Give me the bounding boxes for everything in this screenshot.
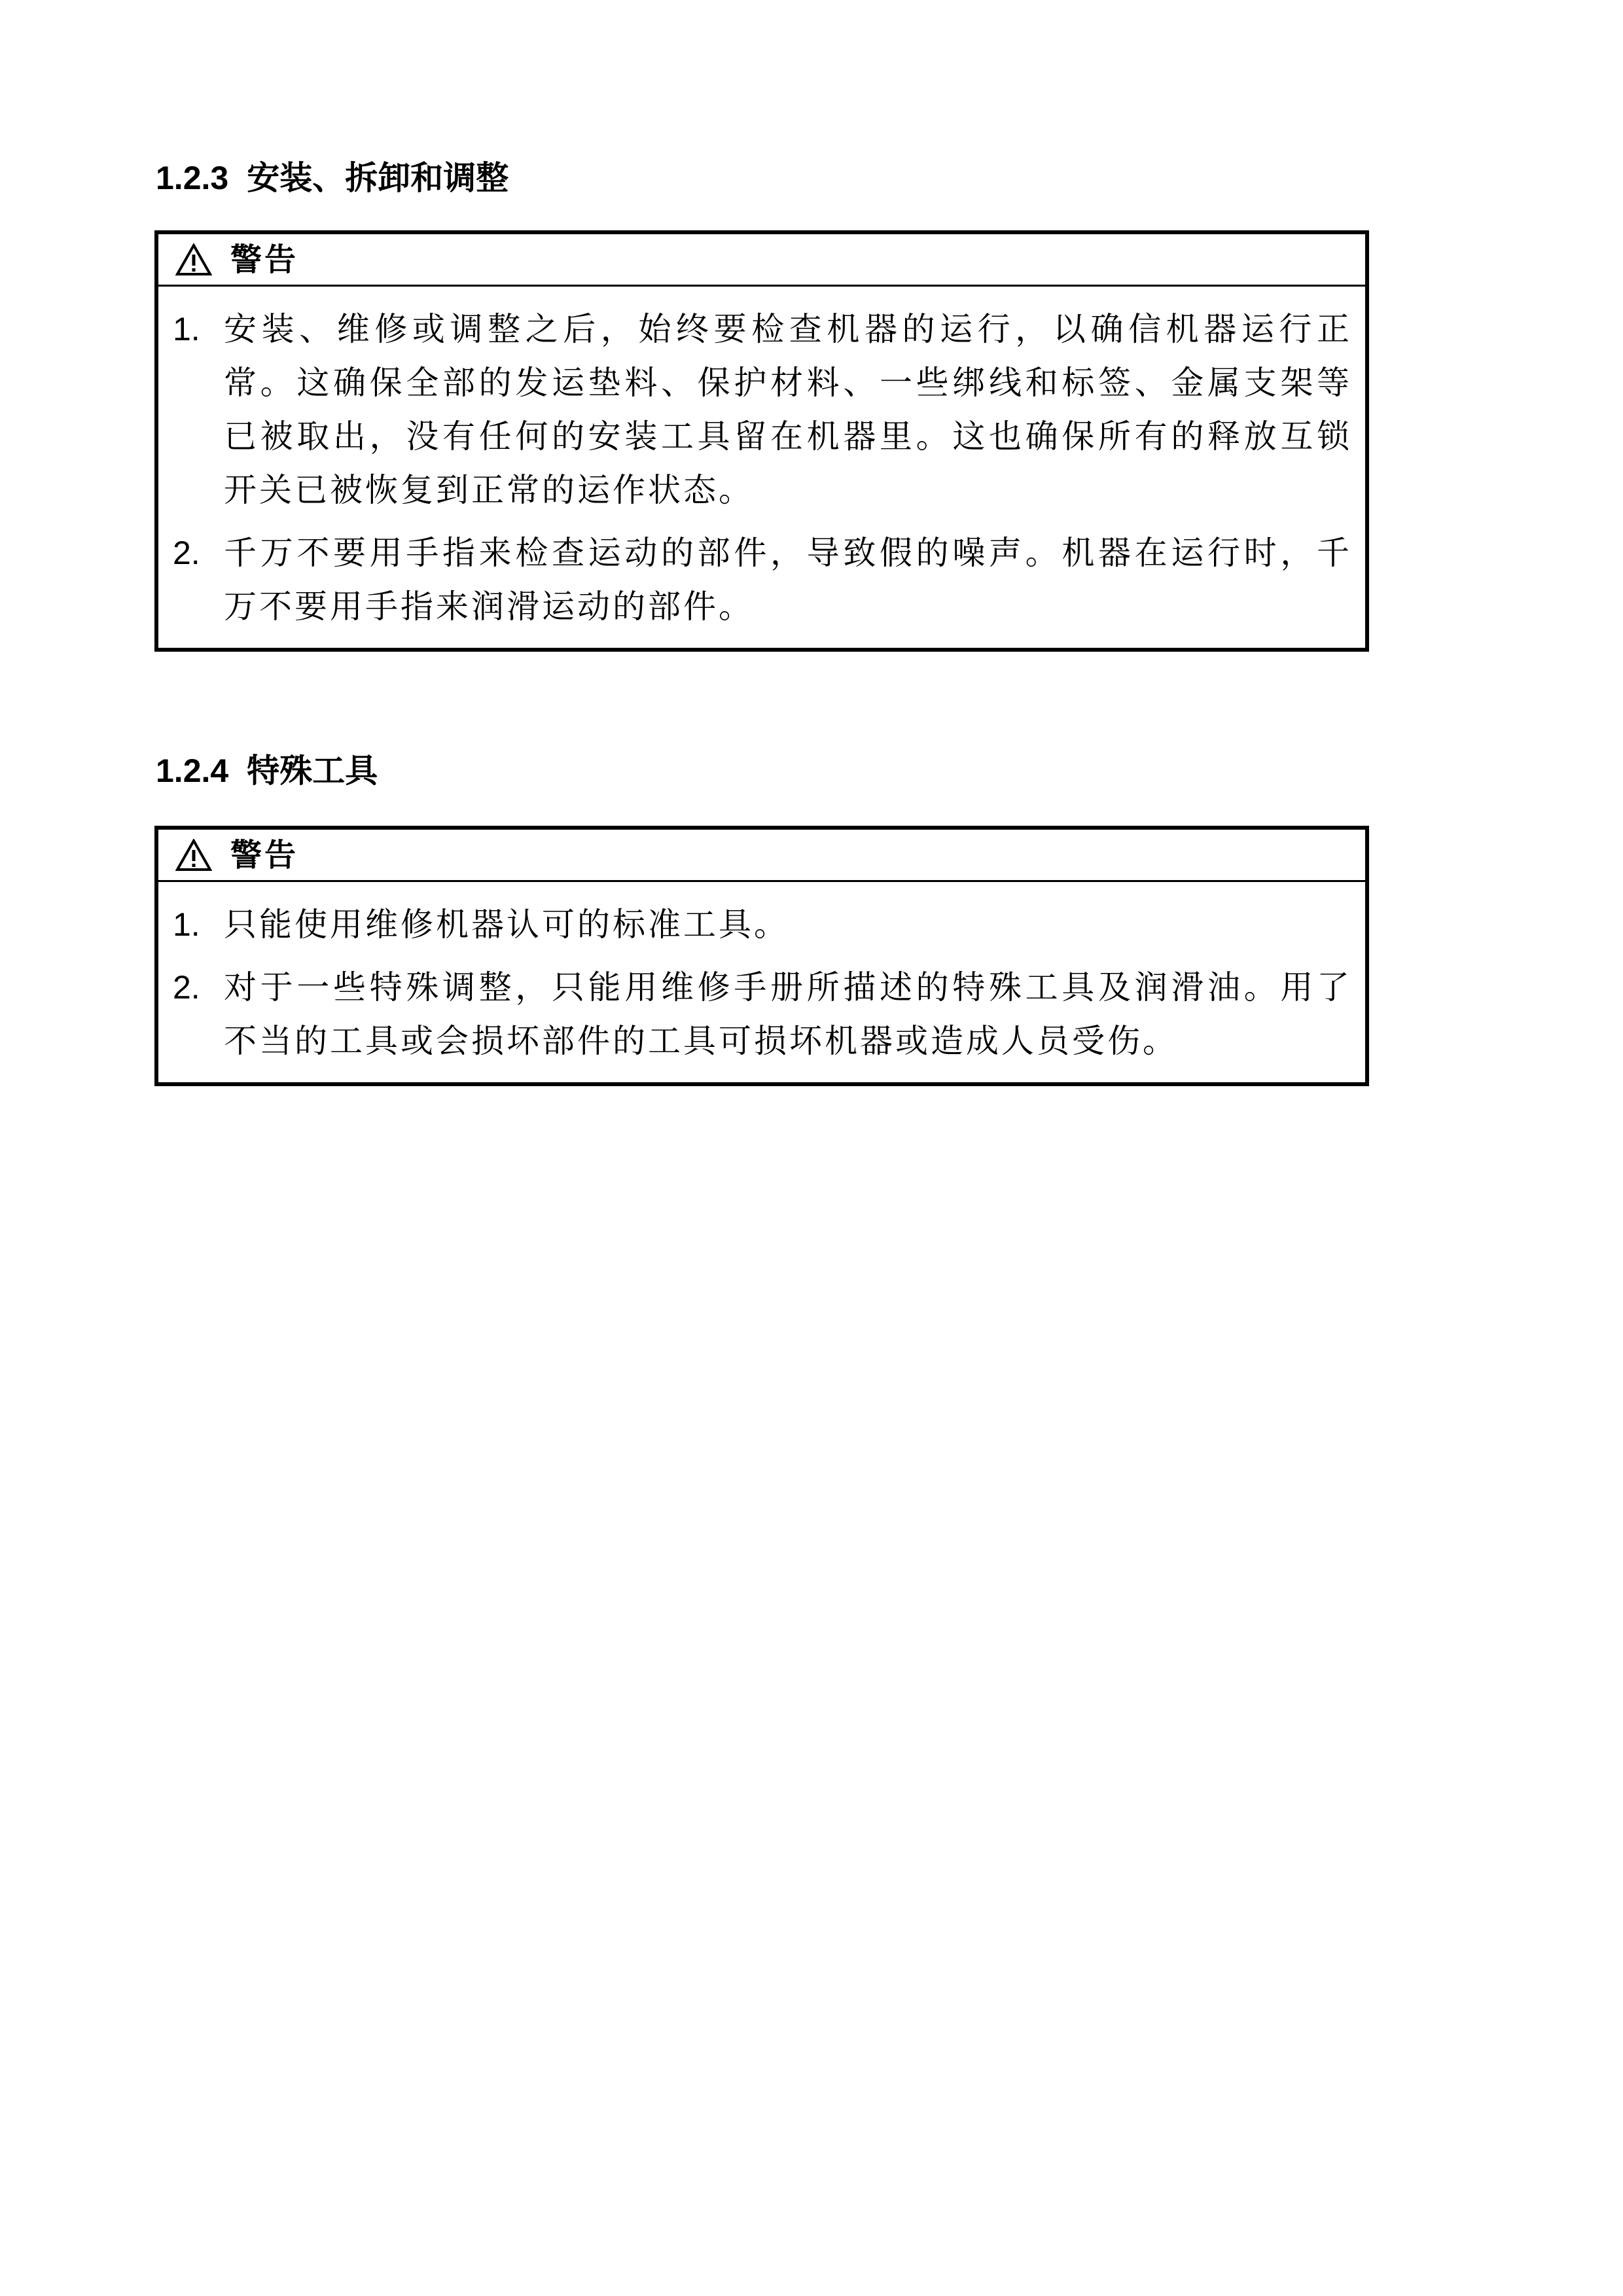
section-number: 1.2.3 [156,160,229,196]
warning-item [173,526,1352,633]
section-heading-installation [156,158,508,198]
warning-triangle-icon [175,839,212,872]
item-text: 安装、维修或调整之后，始终要检查机器的运行，以确信机器运行正常。这确保全部的发运垫料、保护材料、一些绑线和标签、金属支架等已被取出，没有任何的安装工具留在机器里。这也确保所有的释放互锁开关已被恢复到正常的运作状态。 [224,310,1352,509]
section-heading-special-tools [156,751,378,790]
item-text: 对于一些特殊调整，只能用维修手册所描述的特殊工具及润滑油。用了不当的工具或会损坏部件的工具可损坏机器或造成人员受伤。 [224,968,1352,1060]
warning-item [173,961,1352,1068]
warning-box-special-tools [154,826,1369,1086]
item-number: 2. [173,969,200,1006]
warning-header [158,830,1365,882]
warning-triangle-icon [175,243,212,276]
warning-title: 警告 [230,836,299,874]
section-title: 安装、拆卸和调整 [247,160,509,196]
section-number: 1.2.4 [156,752,229,789]
item-number: 2. [173,535,200,571]
warning-box-installation [154,230,1369,652]
item-text: 千万不要用手指来检查运动的部件，导致假的噪声。机器在运行时，千万不要用手指来润滑运动的部件。 [224,534,1352,626]
item-number: 1. [173,311,200,347]
warning-item [173,302,1352,517]
warning-list [158,882,1365,1082]
section-title: 特殊工具 [247,752,378,789]
warning-list [158,287,1365,648]
warning-header [158,234,1365,287]
item-text: 只能使用维修机器认可的标准工具。 [224,906,789,944]
item-number: 1. [173,906,200,943]
warning-item [173,898,1352,951]
warning-title: 警告 [230,241,299,278]
